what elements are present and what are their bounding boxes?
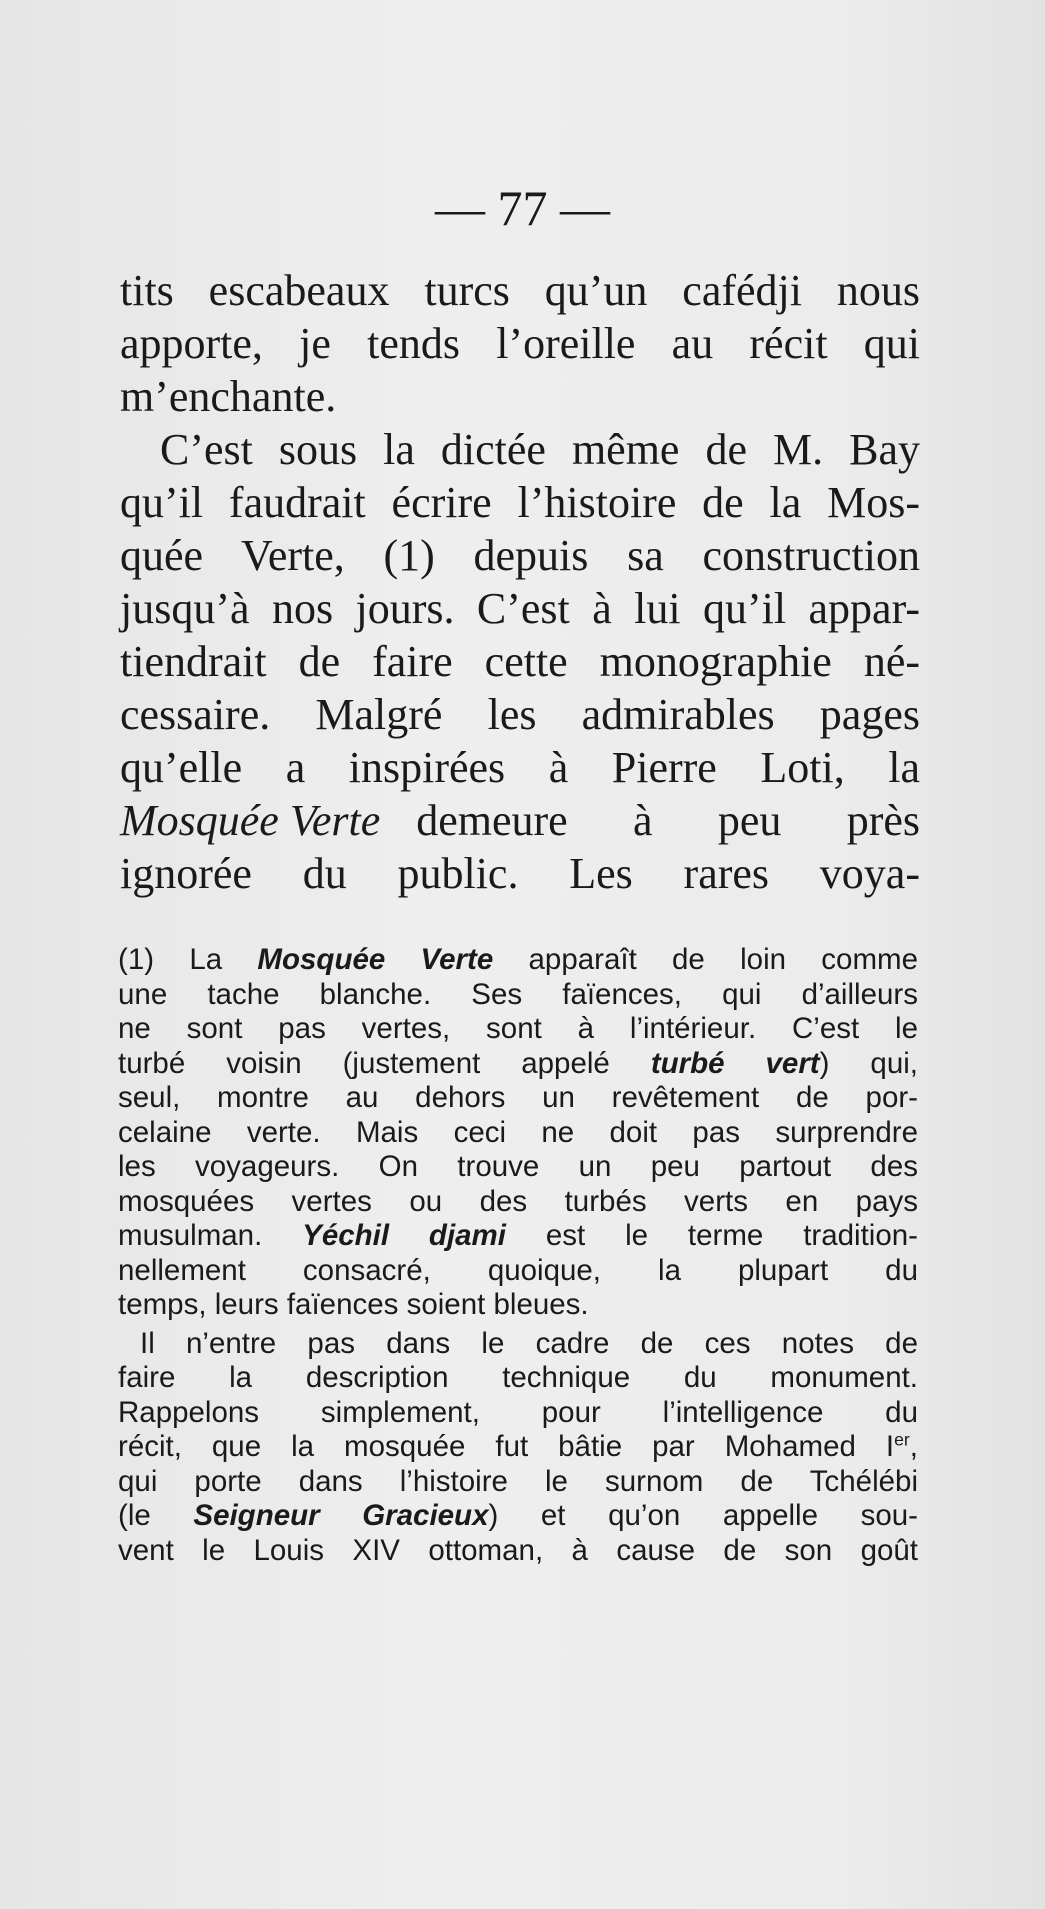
footnote-line: temps, leurs faïences soient bleues. — [118, 1288, 589, 1321]
body-line: apporte, je tends l’oreille au récit qui — [120, 319, 920, 368]
body-line: quée Verte, (1) depuis sa construction — [120, 531, 920, 580]
page-number: — 77 — — [435, 180, 610, 236]
footnote-line: récit, que la mosquée fut bâtie par Mohamed Ier, — [118, 1429, 918, 1463]
footnote-line: Il n’entre pas dans le cadre de ces notes de — [140, 1326, 918, 1360]
footnote-italic: Seigneur Gracieux — [193, 1499, 489, 1532]
body-line: qu’elle a inspirées à Pierre Loti, la — [120, 743, 920, 792]
footnote-line: nellement consacré, quoique, la plupart du — [118, 1253, 918, 1287]
footnote-line: qui porte dans l’histoire le surnom de Tchélébi — [118, 1464, 918, 1498]
footnote-italic: Mosquée Verte — [257, 943, 494, 976]
body-line: qu’il faudrait écrire l’histoire de la Mos- — [120, 478, 920, 527]
footnote-line: musulman. Yéchil djami est le terme tradition- — [118, 1219, 918, 1252]
body-line: ignorée du public. Les rares voya- — [120, 849, 920, 898]
footnote-line: celaine verte. Mais ceci ne doit pas surprendre — [118, 1115, 918, 1149]
body-line: m’enchante. — [120, 372, 337, 421]
footnote-line: (1) La Mosquée Verte apparaît de loin comme — [118, 943, 918, 976]
footnote-line: turbé voisin (justement appelé turbé vert) qui, — [118, 1046, 918, 1080]
footnote-marker: (1) — [118, 943, 155, 976]
body-text — [120, 264, 920, 900]
footnote-line: (le Seigneur Gracieux) et qu’on appelle sou- — [118, 1499, 918, 1532]
footnote-line: Rappelons simplement, pour l’intelligence du — [118, 1395, 918, 1429]
body-line: jusqu’à nos jours. C’est à lui qu’il appar- — [120, 584, 920, 633]
footnote-line: mosquées vertes ou des turbés verts en pays — [118, 1184, 918, 1218]
footnote-line: une tache blanche. Ses faïences, qui d’ailleurs — [118, 977, 918, 1011]
footnote-line: faire la description technique du monument. — [118, 1361, 918, 1394]
footnote-line: seul, montre au dehors un revêtement de por- — [118, 1081, 918, 1114]
body-line — [120, 794, 920, 847]
body-line-rest: demeure à peu près — [416, 796, 920, 845]
footnote-line: les voyageurs. On trouve un peu partout des — [118, 1150, 918, 1183]
body-line: C’est sous la dictée même de M. Bay — [160, 425, 920, 474]
footnote-line: ne sont pas vertes, sont à l’intérieur. C’est le — [118, 1012, 918, 1045]
footnote-italic: turbé vert — [650, 1046, 820, 1080]
footnote-line: vent le Louis XIV ottoman, à cause de son goût — [118, 1533, 918, 1567]
footnote-italic: Yéchil djami — [302, 1219, 506, 1252]
italic-phrase: Mosquée Verte — [120, 796, 381, 845]
body-line: cessaire. Malgré les admirables pages — [120, 690, 920, 739]
body-line: tits escabeaux turcs qu’un cafédji nous — [120, 266, 920, 315]
footnote — [118, 943, 918, 1568]
body-line: tiendrait de faire cette monographie né- — [120, 637, 920, 686]
